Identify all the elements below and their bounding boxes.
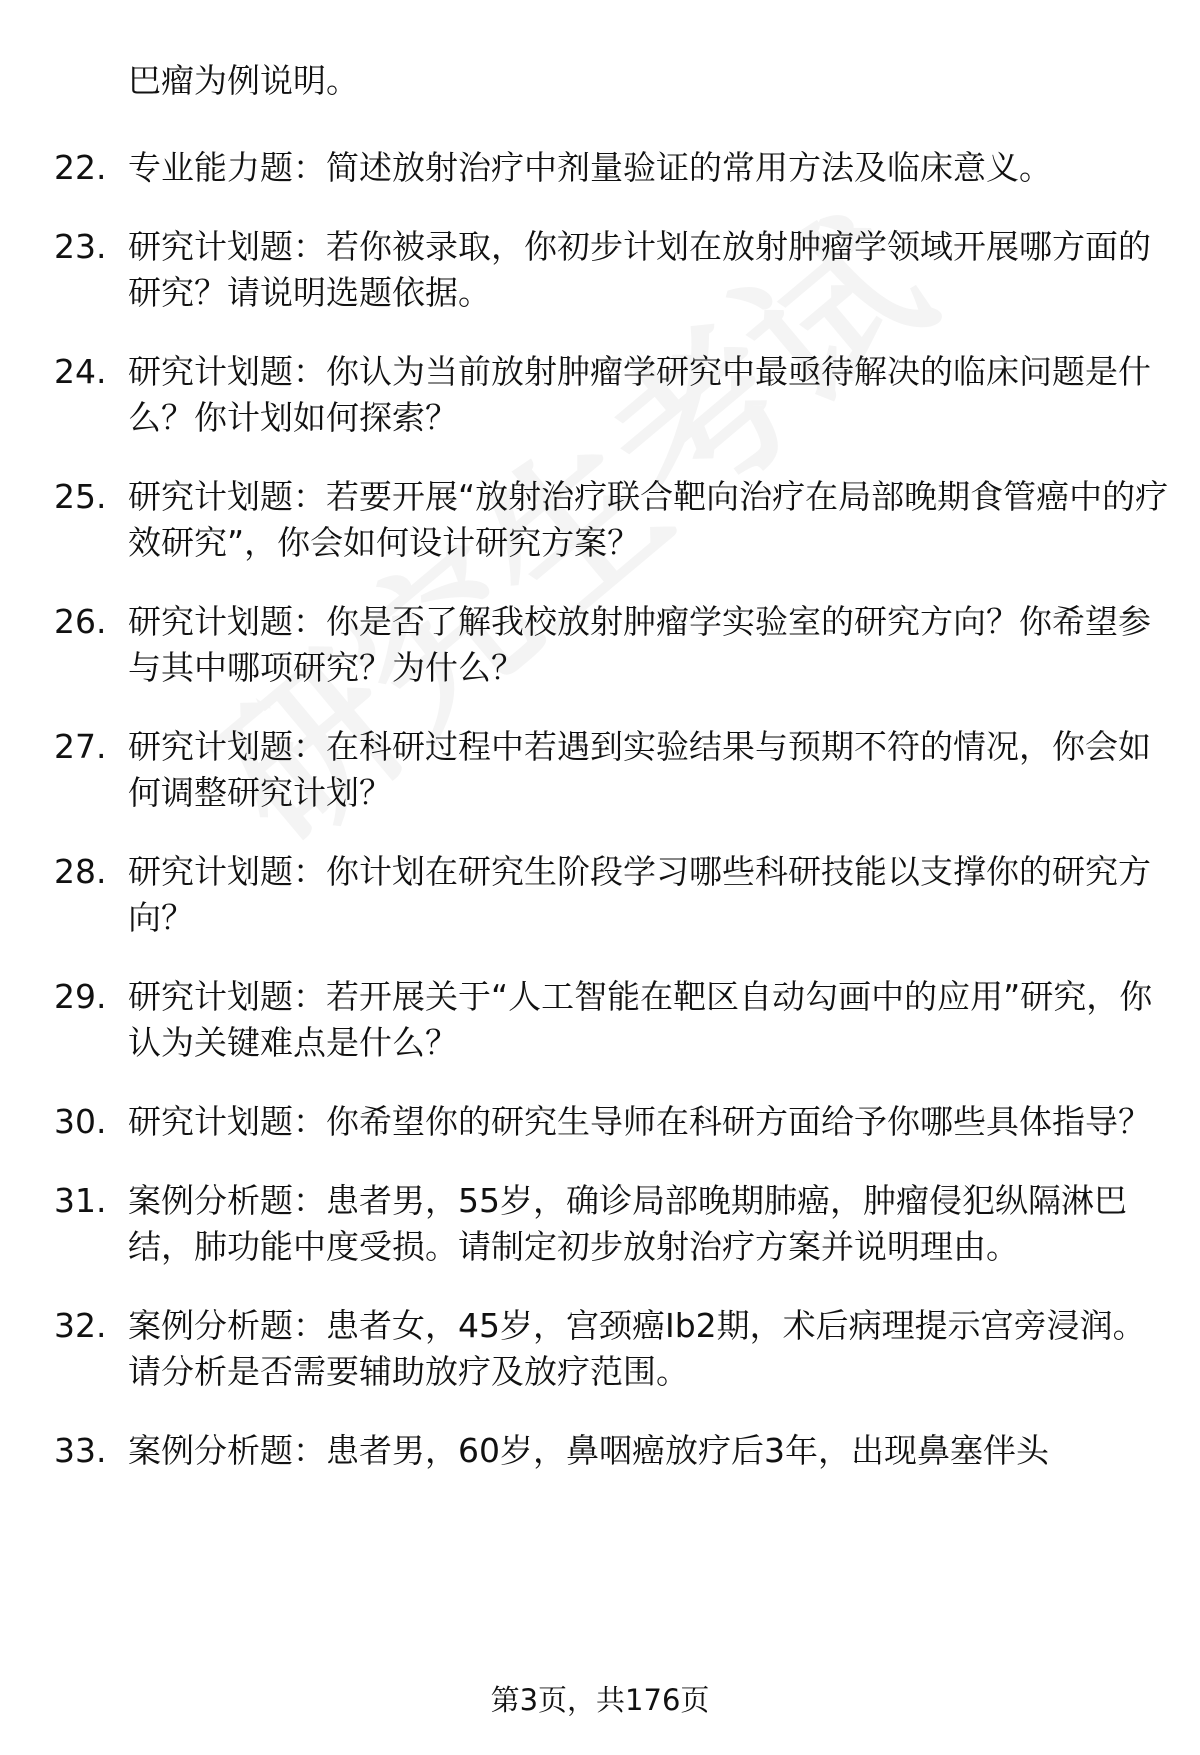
question-item bbox=[0, 145, 1178, 191]
question-number: 25. bbox=[54, 477, 107, 516]
question-text: 研究计划题：你计划在研究生阶段学习哪些科研技能以支撑你的研究方向？ bbox=[128, 852, 1151, 937]
question-number: 24. bbox=[54, 352, 107, 391]
question-text: 研究计划题：你是否了解我校放射肿瘤学实验室的研究方向？你希望参与其中哪项研究？为什么？ bbox=[128, 602, 1151, 687]
question-item bbox=[0, 474, 1178, 566]
question-number: 26. bbox=[54, 602, 107, 641]
question-text: 研究计划题：若你被录取，你初步计划在放射肿瘤学领域开展哪方面的研究？请说明选题依据。 bbox=[128, 227, 1151, 312]
question-item bbox=[0, 1303, 1178, 1395]
page-footer: 第3页，共176页 bbox=[490, 1683, 710, 1717]
question-item bbox=[0, 1099, 1178, 1145]
question-text: 案例分析题：患者女，45岁，宫颈癌Ib2期，术后病理提示宫旁浸润。请分析是否需要辅助放疗及放疗范围。 bbox=[128, 1306, 1146, 1391]
question-item bbox=[0, 349, 1178, 441]
question-number: 32. bbox=[54, 1306, 107, 1345]
question-text: 研究计划题：你认为当前放射肿瘤学研究中最亟待解决的临床问题是什么？你计划如何探索？ bbox=[128, 352, 1151, 437]
question-text: 案例分析题：患者男，55岁，确诊局部晚期肺癌，肿瘤侵犯纵隔淋巴结，肺功能中度受损。请制定初步放射治疗方案并说明理由。 bbox=[128, 1181, 1127, 1266]
question-item bbox=[0, 974, 1178, 1066]
question-number: 27. bbox=[54, 727, 107, 766]
question-item bbox=[0, 1178, 1178, 1270]
question-number: 22. bbox=[54, 148, 107, 187]
question-item bbox=[0, 724, 1178, 816]
question-number: 23. bbox=[54, 227, 107, 266]
question-number: 31. bbox=[54, 1181, 107, 1220]
question-number: 29. bbox=[54, 977, 107, 1016]
question-text: 案例分析题：患者男，60岁，鼻咽癌放疗后3年，出现鼻塞伴头 bbox=[128, 1431, 1049, 1470]
question-item bbox=[0, 1428, 1178, 1474]
question-number: 33. bbox=[54, 1431, 107, 1470]
question-text: 研究计划题：在科研过程中若遇到实验结果与预期不符的情况，你会如何调整研究计划？ bbox=[128, 727, 1151, 812]
question-item bbox=[0, 599, 1178, 691]
question-list bbox=[0, 145, 1200, 1507]
question-number: 28. bbox=[54, 852, 107, 891]
question-text: 研究计划题：你希望你的研究生导师在科研方面给予你哪些具体指导？ bbox=[128, 1102, 1151, 1141]
question-item bbox=[0, 849, 1178, 941]
question-text: 研究计划题：若开展关于“人工智能在靶区自动勾画中的应用”研究，你认为关键难点是什么？ bbox=[128, 977, 1153, 1062]
question-item bbox=[0, 224, 1178, 316]
question-text: 研究计划题：若要开展“放射治疗联合靶向治疗在局部晚期食管癌中的疗效研究”，你会如何设计研究方案？ bbox=[128, 477, 1169, 562]
continuation-text: 巴瘤为例说明。 bbox=[128, 61, 359, 100]
question-text: 专业能力题：简述放射治疗中剂量验证的常用方法及临床意义。 bbox=[128, 148, 1052, 187]
question-number: 30. bbox=[54, 1102, 107, 1141]
